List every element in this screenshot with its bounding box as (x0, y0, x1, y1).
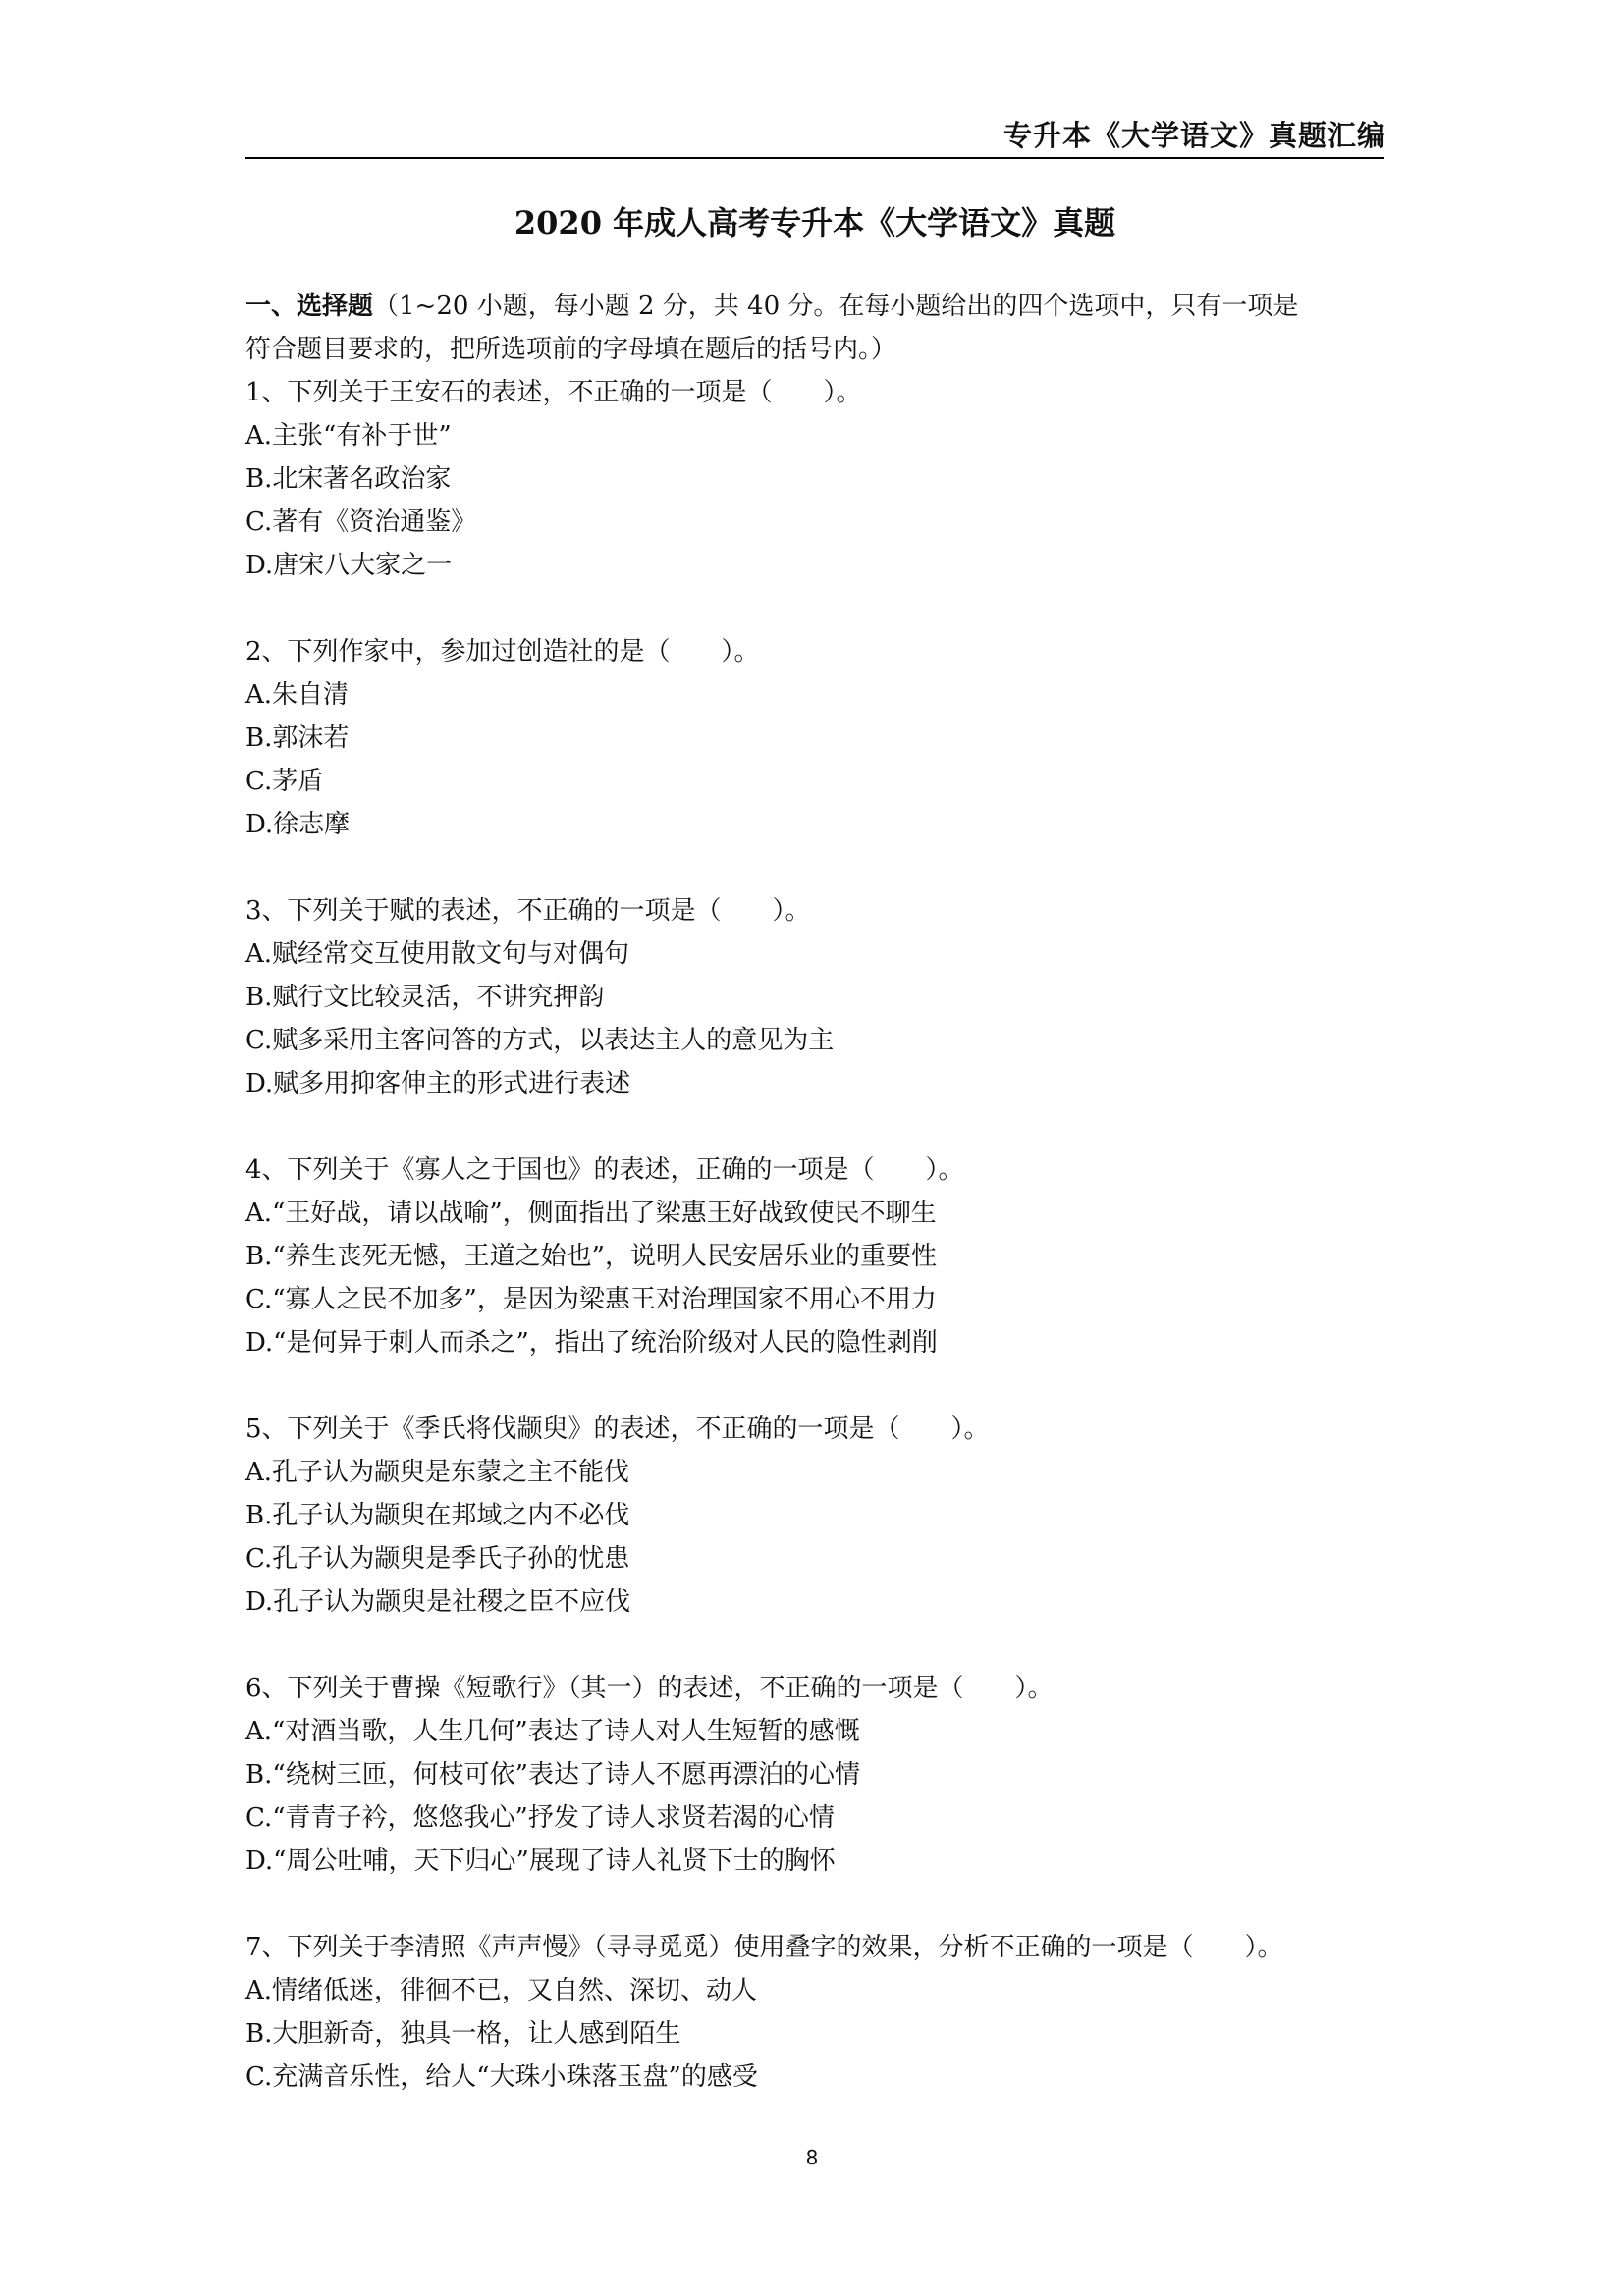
section-heading: 一、选择题 (245, 292, 374, 321)
question-stem: 6、下列关于曹操《短歌行》（其一）的表述，不正确的一项是（ ）。 (245, 1674, 1054, 1703)
section-instructions (245, 285, 1384, 371)
option-c: C.“青青子衿，悠悠我心”抒发了诗人求贤若渴的心情 (245, 1803, 835, 1833)
page-number: 8 (805, 2146, 819, 2169)
option-d: D.赋多用抑客伸主的形式进行表述 (245, 1069, 631, 1098)
option-c: C.充满音乐性，给人“大珠小珠落玉盘”的感受 (245, 2062, 758, 2092)
option-c: C.孔子认为颛臾是季氏子孙的忧患 (245, 1544, 630, 1574)
question-2 (245, 630, 1384, 846)
option-d: D.“周公吐哺，天下归心”展现了诗人礼贤下士的胸怀 (245, 1846, 836, 1876)
option-b: B.北宋著名政治家 (245, 464, 452, 494)
exam-body (245, 285, 1384, 2142)
option-a: A.孔子认为颛臾是东蒙之主不能伐 (245, 1458, 630, 1487)
option-a: A.朱自清 (245, 680, 350, 710)
question-5 (245, 1408, 1384, 1624)
option-a: A.“王好战，请以战喻”，侧面指出了梁惠王好战致使民不聊生 (245, 1199, 937, 1228)
option-a: A.“对酒当歌，人生几何”表达了诗人对人生短暂的感慨 (245, 1717, 860, 1746)
option-b: B.大胆新奇，独具一格，让人感到陌生 (245, 2019, 681, 2049)
question-stem: 2、下列作家中，参加过创造社的是（ ）。 (245, 637, 760, 667)
question-3 (245, 889, 1384, 1105)
question-stem: 5、下列关于《季氏将伐颛臾》的表述，不正确的一项是（ ）。 (245, 1415, 990, 1444)
option-a: A.主张“有补于世” (245, 421, 452, 451)
option-c: C.“寡人之民不加多”，是因为梁惠王对治理国家不用心不用力 (245, 1285, 937, 1314)
section-instructions-line2: 符合题目要求的，把所选项前的字母填在题后的括号内。） (245, 335, 897, 364)
running-header-title: 专升本《大学语文》真题汇编 (1002, 119, 1386, 152)
header-divider (245, 157, 1384, 159)
option-c: C.茅盾 (245, 767, 324, 796)
question-stem: 4、下列关于《寡人之于国也》的表述，正确的一项是（ ）。 (245, 1155, 964, 1185)
option-d: D.唐宋八大家之一 (245, 551, 453, 580)
section-instructions-line1: （1~20 小题，每小题 2 分，共 40 分。在每小题给出的四个选项中，只有一项是 (373, 292, 1299, 321)
question-stem: 7、下列关于李清照《声声慢》（寻寻觅觅）使用叠字的效果，分析不正确的一项是（ ）。 (245, 1933, 1283, 1962)
option-a: A.赋经常交互使用散文句与对偶句 (245, 939, 630, 969)
question-7 (245, 1926, 1384, 2099)
question-1 (245, 371, 1384, 587)
option-c: C.赋多采用主客问答的方式，以表达主人的意见为主 (245, 1026, 835, 1055)
question-6 (245, 1667, 1384, 1883)
option-b: B.孔子认为颛臾在邦域之内不必伐 (245, 1501, 630, 1530)
document-title: 2020 年成人高考专升本《大学语文》真题 (514, 204, 1116, 241)
option-b: B.赋行文比较灵活，不讲究押韵 (245, 983, 605, 1012)
option-b: B.“养生丧死无憾，王道之始也”，说明人民安居乐业的重要性 (245, 1242, 937, 1271)
question-stem: 3、下列关于赋的表述，不正确的一项是（ ）。 (245, 896, 811, 926)
option-d: D.“是何异于刺人而杀之”，指出了统治阶级对人民的隐性剥削 (245, 1328, 938, 1358)
option-a: A.情绪低迷，徘徊不已，又自然、深切、动人 (245, 1976, 758, 2005)
option-d: D.徐志摩 (245, 810, 351, 839)
option-d: D.孔子认为颛臾是社稷之臣不应伐 (245, 1587, 631, 1617)
question-stem: 1、下列关于王安石的表述，不正确的一项是（ ）。 (245, 378, 862, 407)
option-c: C.著有《资治通鉴》 (245, 507, 477, 537)
option-b: B.郭沫若 (245, 723, 350, 753)
option-b: B.“绕树三匝，何枝可依”表达了诗人不愿再漂泊的心情 (245, 1760, 860, 1789)
question-4 (245, 1148, 1384, 1364)
